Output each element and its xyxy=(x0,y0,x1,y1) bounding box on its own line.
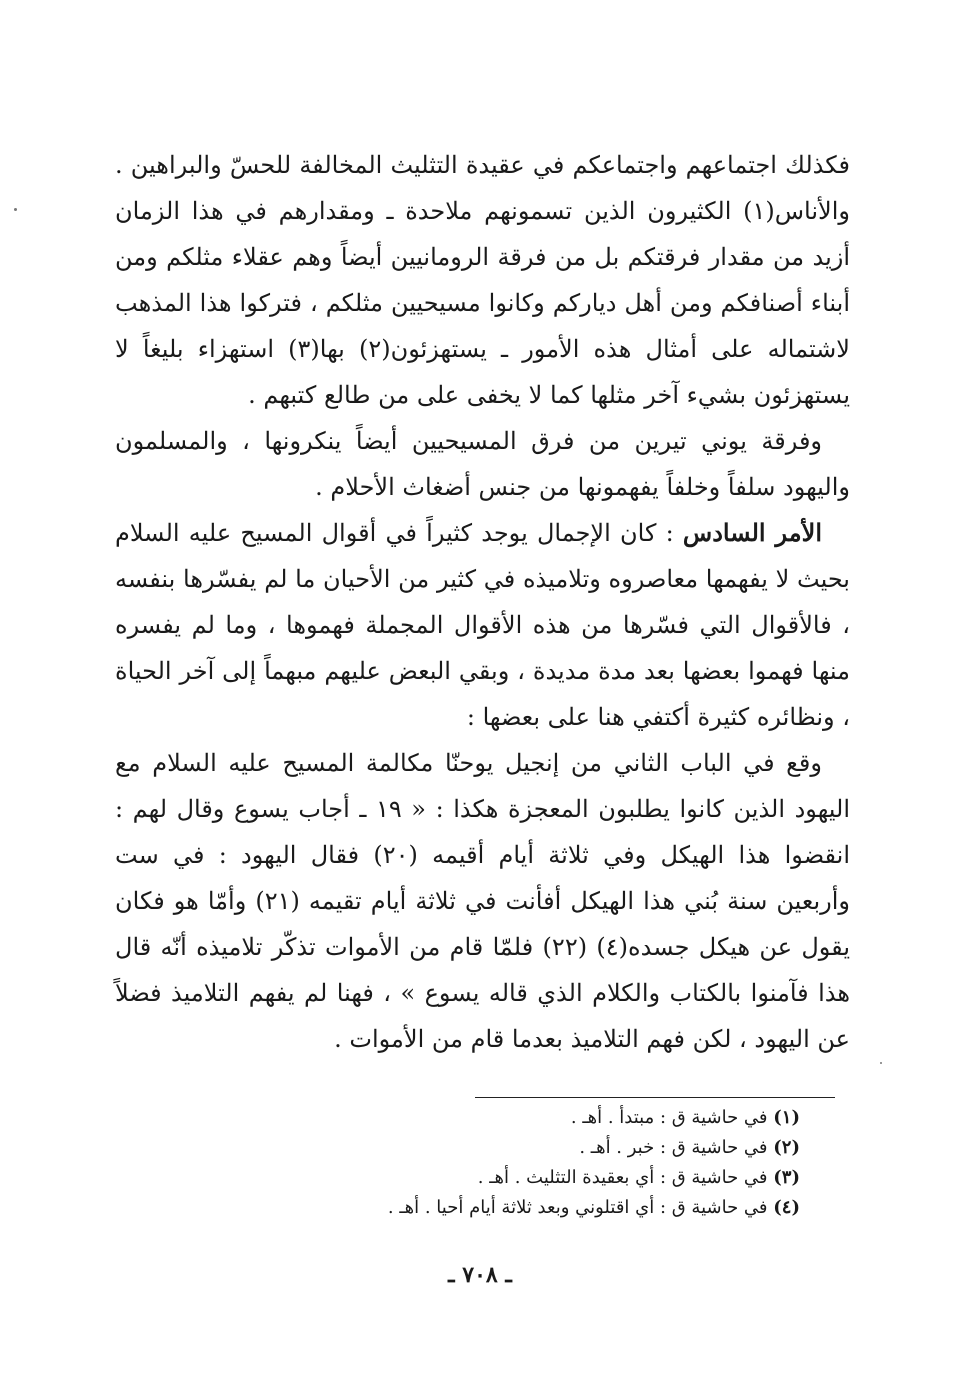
footnote-number: (٤) xyxy=(773,1197,800,1218)
footnotes xyxy=(200,1103,800,1223)
footnote-text: في حاشية ق : أي بعقيدة التثليث . أهـ . xyxy=(477,1167,768,1188)
paragraph-3-text: : كان الإجمال يوجد كثيراً في أقوال المسيح عليه السلام بحيث لا يفهمها معاصروه وتلاميذه في كثير من الأحيان ما لم يفسّرها بنفسه ، فالأقوال التي فسّرها من هذه الأقوال المجملة فهموها ، وما لم يفسره منها فهموا بعضها بعد مدة مديدة ، وبقي البعض عليهم مبهماً إلى آخر الحياة ، ونظائره كثيرة أكتفي هنا على بعضها : xyxy=(115,519,850,731)
section-heading: الأمر السادس xyxy=(682,518,822,547)
footnote-text: في حاشية ق : أي اقتلوني وبعد ثلاثة أيام أحيا . أهـ . xyxy=(387,1197,768,1218)
paragraph-2: وفرقة يوني تيرين من فرق المسيحيين أيضاً ينكرونها ، والمسلمون واليهود سلفاً وخلفاً يفهمونها من جنس أضغاث الأحلام . xyxy=(115,427,850,501)
paragraph-1: فكذلك اجتماعهم واجتماعكم في عقيدة التثليث المخالفة للحسّ والبراهين . والأناس(١) الكثيرون الذين تسمونهم ملاحدة ـ ومقدارهم في هذا الزمان أزيد من مقدار فرقتكم بل من فرقة الرومانيين أيضاً وهم عقلاء مثلكم ومن أبناء أصنافكم ومن أهل دياركم وكانوا مسيحيين مثلكم ، فتركوا هذا المذهب لاشتماله على أمثال هذه الأمور ـ يستهزئون(٢) بها(٣) استهزاء بليغاً لا يستهزئون بشيء آخر مثلها كما لا يخفى على من طالع كتبهم . xyxy=(115,151,850,409)
footnote-3 xyxy=(200,1163,800,1193)
main-text xyxy=(115,142,850,1062)
footnote-text: في حاشية ق : خبر . أهـ . xyxy=(579,1137,768,1158)
footnote-text: في حاشية ق : مبتدأ . أهـ . xyxy=(570,1107,768,1128)
paragraph-3 xyxy=(115,510,850,740)
footnote-separator xyxy=(475,1097,835,1098)
footnote-number: (١) xyxy=(773,1107,800,1128)
footnote-number: (٣) xyxy=(773,1167,800,1188)
scan-speck xyxy=(880,1062,882,1064)
paragraph-4: وقع في الباب الثاني من إنجيل يوحنّا مكالمة المسيح عليه السلام مع اليهود الذين كانوا يطلبون المعجزة هكذا : « ١٩ ـ أجاب يسوع وقال لهم : انقضوا هذا الهيكل وفي ثلاثة أيام أقيمه (٢٠) فقال اليهود : في ست وأربعين سنة بُني هذا الهيكل أفأنت في ثلاثة أيام تقيمه (٢١) وأمّا هو فكان يقول عن هيكل جسده(٤) (٢٢) فلمّا قام من الأموات تذكّر تلاميذه أنّه قال هذا فآمنوا بالكتاب والكلام الذي قاله يسوع » ، فهنا لم يفهم التلاميذ فضلاً عن اليهود ، لكن فهم التلاميذ بعدما قام من الأموات . xyxy=(115,749,851,1053)
footnote-number: (٢) xyxy=(773,1137,800,1158)
footnote-1 xyxy=(200,1103,800,1133)
footnote-4 xyxy=(200,1193,800,1223)
page-number: ـ ٧٠٨ ـ xyxy=(448,1262,512,1288)
scan-speck xyxy=(14,208,17,211)
footnote-2 xyxy=(200,1133,800,1163)
